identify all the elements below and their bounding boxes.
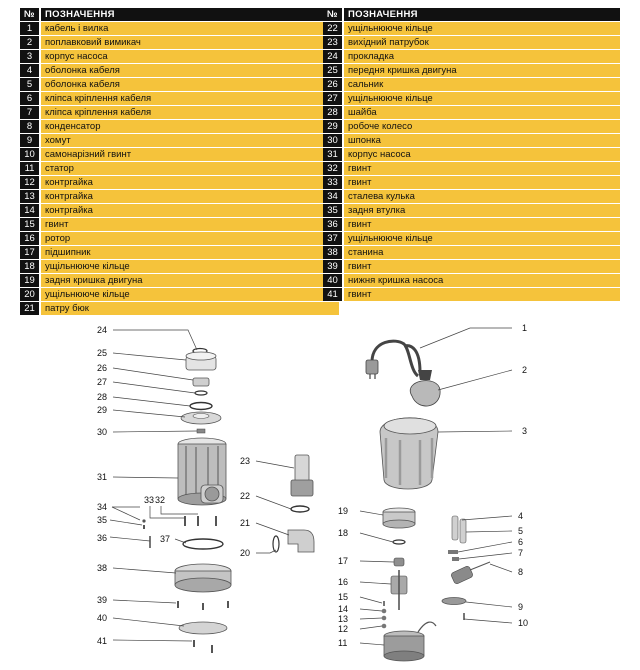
part-number: 19 [20, 274, 40, 288]
table-row [323, 134, 620, 148]
callout-35: 35 [97, 515, 108, 525]
part-number: 41 [323, 288, 343, 302]
table-row [20, 134, 339, 148]
part-number: 32 [323, 162, 343, 176]
part-name: передня кришка двигуна [343, 64, 620, 78]
table-row [20, 120, 339, 134]
callout-23: 23 [240, 456, 251, 466]
part-name: станина [343, 246, 620, 260]
table-row [20, 288, 339, 302]
table-row [323, 190, 620, 204]
table-row [323, 120, 620, 134]
part-number: 7 [20, 106, 40, 120]
callout-14: 14 [338, 604, 349, 614]
part-number: 29 [323, 120, 343, 134]
part-number: 26 [323, 78, 343, 92]
callout-22: 22 [240, 491, 251, 501]
part-number: 5 [20, 78, 40, 92]
designation-column-header: ПОЗНАЧЕННЯ [40, 8, 339, 22]
table-row [20, 50, 339, 64]
table-row [323, 92, 620, 106]
part-name: ущільнююче кільце [40, 288, 339, 302]
part-number: 13 [20, 190, 40, 204]
part-name: гвинт [40, 218, 339, 232]
callout-4: 4 [518, 511, 524, 521]
part-number: 11 [20, 162, 40, 176]
part-name: ущільнююче кільце [343, 92, 620, 106]
part-name: патру бюк [40, 302, 339, 316]
callout-18: 18 [338, 528, 349, 538]
callout-30: 30 [97, 427, 108, 437]
callout-26: 26 [97, 363, 108, 373]
part-number: 34 [323, 190, 343, 204]
callout-32: 32 [155, 495, 166, 505]
part-name: гвинт [343, 162, 620, 176]
callout-37: 37 [160, 534, 171, 544]
part-name: самонарізний гвинт [40, 148, 339, 162]
table-header-row [323, 8, 620, 22]
table-row [20, 232, 339, 246]
callout-41: 41 [97, 636, 108, 646]
callout-13: 13 [338, 614, 349, 624]
part-name: статор [40, 162, 339, 176]
table-row [20, 176, 339, 190]
table-row [323, 64, 620, 78]
table-row [20, 22, 339, 36]
part-number: 24 [323, 50, 343, 64]
callout-36: 36 [97, 533, 108, 543]
part-number: 14 [20, 204, 40, 218]
table-header-row [20, 8, 339, 22]
table-row [20, 204, 339, 218]
callout-7: 7 [518, 548, 524, 558]
table-row [20, 218, 339, 232]
part-name: хомут [40, 134, 339, 148]
part-name: корпус насоса [40, 50, 339, 64]
callout-17: 17 [338, 556, 349, 566]
part-name: ротор [40, 232, 339, 246]
callout-9: 9 [518, 602, 524, 612]
part-name: ущільнююче кільце [40, 260, 339, 274]
callout-25: 25 [97, 348, 108, 358]
part-name: прокладка [343, 50, 620, 64]
part-name: гвинт [343, 260, 620, 274]
part-number: 16 [20, 232, 40, 246]
part-number: 38 [323, 246, 343, 260]
table-row [323, 260, 620, 274]
callout-20: 20 [240, 548, 251, 558]
table-row [323, 106, 620, 120]
part-name: поплавковий вимикач [40, 36, 339, 50]
table-row [323, 288, 620, 302]
part-name: задня втулка [343, 204, 620, 218]
table-row [323, 204, 620, 218]
part-number: 39 [323, 260, 343, 274]
part-number: 15 [20, 218, 40, 232]
part-number: 31 [323, 148, 343, 162]
table-row [323, 148, 620, 162]
motor-float-assembly [366, 341, 490, 661]
callout-10: 10 [518, 618, 529, 628]
part-number: 12 [20, 176, 40, 190]
table-row [20, 148, 339, 162]
table-row [323, 36, 620, 50]
part-number: 36 [323, 218, 343, 232]
part-name: вихідний патрубок [343, 36, 620, 50]
part-number: 33 [323, 176, 343, 190]
table-row [323, 246, 620, 260]
exploded-pump-diagram [0, 320, 640, 670]
callout-38: 38 [97, 563, 108, 573]
part-name: шайба [343, 106, 620, 120]
callout-31: 31 [97, 472, 108, 482]
part-name: ущільнююче кільце [343, 22, 620, 36]
part-number: 20 [20, 288, 40, 302]
callout-16: 16 [338, 577, 349, 587]
part-number: 25 [323, 64, 343, 78]
part-number: 8 [20, 120, 40, 134]
number-column-header: № [20, 8, 40, 22]
callout-12: 12 [338, 624, 349, 634]
callout-2: 2 [522, 365, 528, 375]
callout-33: 33 [144, 495, 155, 505]
table-row [323, 162, 620, 176]
part-name: гвинт [343, 176, 620, 190]
part-number: 21 [20, 302, 40, 316]
callout-11: 11 [338, 638, 348, 648]
part-name: гвинт [343, 218, 620, 232]
part-number: 10 [20, 148, 40, 162]
table-row [323, 50, 620, 64]
callout-3: 3 [522, 426, 528, 436]
part-number: 27 [323, 92, 343, 106]
callout-29: 29 [97, 405, 108, 415]
table-row [20, 260, 339, 274]
table-row [20, 274, 339, 288]
part-number: 23 [323, 36, 343, 50]
part-number: 4 [20, 64, 40, 78]
part-name: робоче колесо [343, 120, 620, 134]
callout-5: 5 [518, 526, 524, 536]
table-row [323, 22, 620, 36]
part-name: корпус насоса [343, 148, 620, 162]
table-row [20, 92, 339, 106]
callout-40: 40 [97, 613, 108, 623]
part-name: кліпса кріплення кабеля [40, 106, 339, 120]
part-name: нижня кришка насоса [343, 274, 620, 288]
part-name: сальник [343, 78, 620, 92]
part-number: 1 [20, 22, 40, 36]
part-name: контргайка [40, 190, 339, 204]
table-row [323, 218, 620, 232]
part-name: кабель і вилка [40, 22, 339, 36]
callout-19: 19 [338, 506, 349, 516]
part-number: 3 [20, 50, 40, 64]
table-row [20, 106, 339, 120]
part-number: 30 [323, 134, 343, 148]
part-name: ущільнююче кільце [343, 232, 620, 246]
table-row [20, 162, 339, 176]
part-number: 6 [20, 92, 40, 106]
designation-column-header: ПОЗНАЧЕННЯ [343, 8, 620, 22]
table-row [20, 246, 339, 260]
callout-6: 6 [518, 537, 524, 547]
callout-1: 1 [522, 323, 528, 333]
part-name: задня кришка двигуна [40, 274, 339, 288]
table-row [323, 176, 620, 190]
callout-15: 15 [338, 592, 349, 602]
part-name: шпонка [343, 134, 620, 148]
part-name: гвинт [343, 288, 620, 302]
part-number: 40 [323, 274, 343, 288]
table-row [323, 78, 620, 92]
table-row [20, 302, 339, 316]
part-number: 37 [323, 232, 343, 246]
part-name: оболонка кабеля [40, 64, 339, 78]
part-number: 2 [20, 36, 40, 50]
callout-27: 27 [97, 377, 108, 387]
part-name: контргайка [40, 176, 339, 190]
callout-28: 28 [97, 392, 108, 402]
table-row [20, 64, 339, 78]
part-name: конденсатор [40, 120, 339, 134]
part-name: кліпса кріплення кабеля [40, 92, 339, 106]
callout-34: 34 [97, 502, 108, 512]
part-name: підшипник [40, 246, 339, 260]
part-number: 28 [323, 106, 343, 120]
number-column-header: № [323, 8, 343, 22]
pump-housing-assembly [142, 349, 314, 654]
table-row [20, 78, 339, 92]
part-name: контргайка [40, 204, 339, 218]
table-row [323, 232, 620, 246]
part-number: 18 [20, 260, 40, 274]
part-number: 9 [20, 134, 40, 148]
parts-table-right [323, 8, 620, 302]
part-name: сталева кулька [343, 190, 620, 204]
part-number: 22 [323, 22, 343, 36]
part-number: 35 [323, 204, 343, 218]
callout-8: 8 [518, 567, 524, 577]
table-row [323, 274, 620, 288]
table-row [20, 190, 339, 204]
callout-39: 39 [97, 595, 108, 605]
part-number: 17 [20, 246, 40, 260]
table-row [20, 36, 339, 50]
callout-21: 21 [240, 518, 251, 528]
parts-table-left [20, 8, 339, 316]
callout-24: 24 [97, 325, 108, 335]
part-name: оболонка кабеля [40, 78, 339, 92]
